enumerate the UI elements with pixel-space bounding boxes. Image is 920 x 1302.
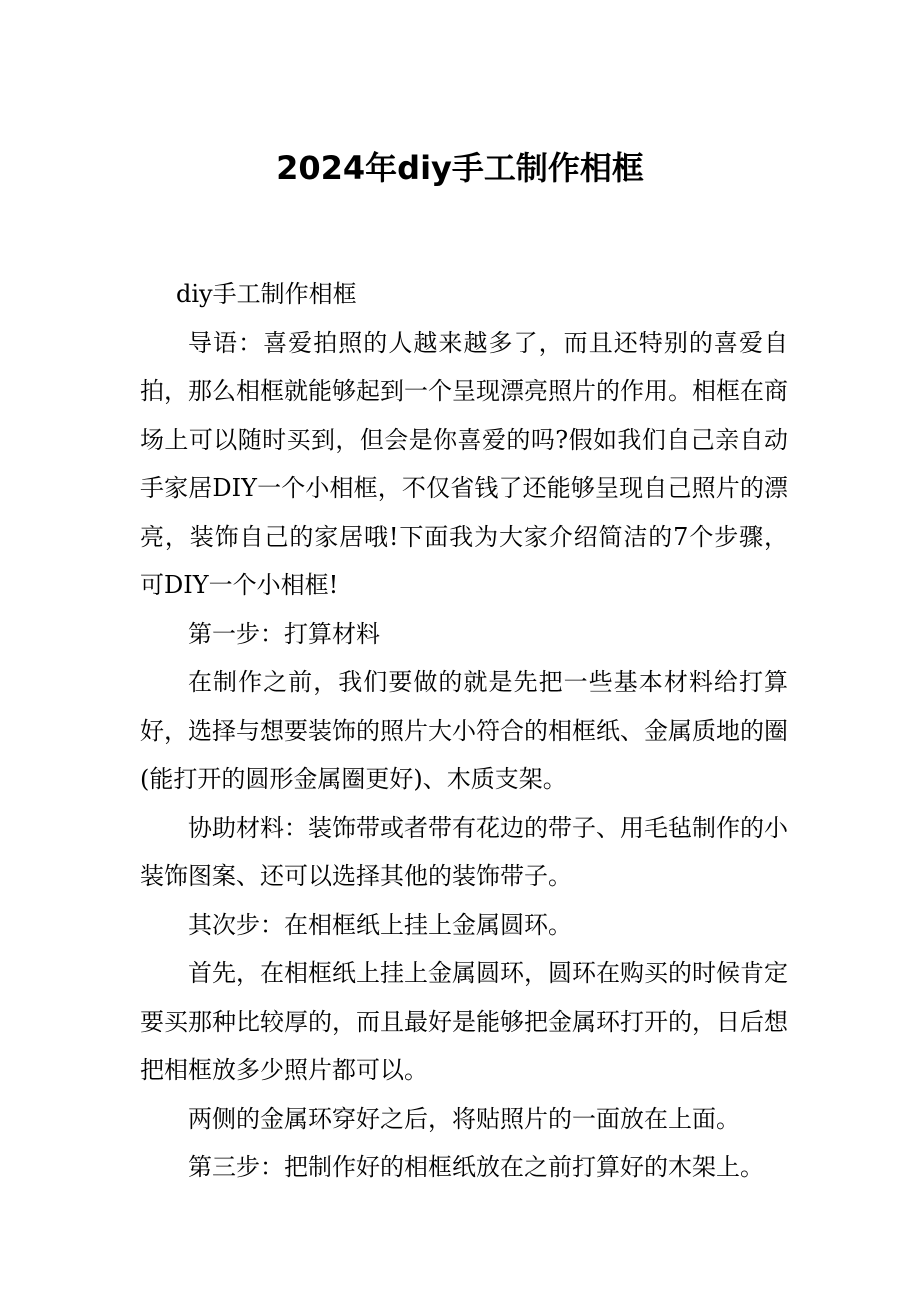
step-two-heading: 其次步：在相框纸上挂上金属圆环。 bbox=[188, 910, 572, 939]
document-title: 2024年diy手工制作相框 bbox=[276, 149, 644, 187]
step-one-paragraph: 在制作之前，我们要做的就是先把一些基本材料给打算好，选择与想要装饰的照片大小符合的相框纸、金属质地的圈(能打开的圆形金属圈更好)、木质支架。 bbox=[140, 668, 788, 793]
intro-paragraph: 导语：喜爱拍照的人越来越多了，而且还特别的喜爱自拍，那么相框就能够起到一个呈现漂亮照片的作用。相框在商场上可以随时买到，但会是你喜爱的吗?假如我们自己亲自动手家居DIY一个小相框，不仅省钱了还能够呈现自己照片的漂亮，装饰自己的家居哦!下面我为大家介绍简洁的7个步骤，可DIY一个小相框! bbox=[140, 328, 788, 599]
step-one-heading: 第一步：打算材料 bbox=[188, 619, 380, 648]
subtitle-paragraph: diy手工制作相框 bbox=[176, 280, 357, 308]
step-three-heading: 第三步：把制作好的相框纸放在之前打算好的木架上。 bbox=[188, 1153, 764, 1181]
step-two-paragraph: 首先，在相框纸上挂上金属圆环，圆环在购买的时候肯定要买那种比较厚的，而且最好是能够把金属环打开的，日后想把相框放多少照片都可以。 bbox=[140, 959, 788, 1084]
document-body bbox=[140, 270, 788, 1192]
step-two-followup-paragraph: 两侧的金属环穿好之后，将贴照片的一面放在上面。 bbox=[188, 1104, 740, 1133]
auxiliary-materials-paragraph: 协助材料：装饰带或者带有花边的带子、用毛毡制作的小装饰图案、还可以选择其他的装饰带子。 bbox=[140, 813, 788, 890]
